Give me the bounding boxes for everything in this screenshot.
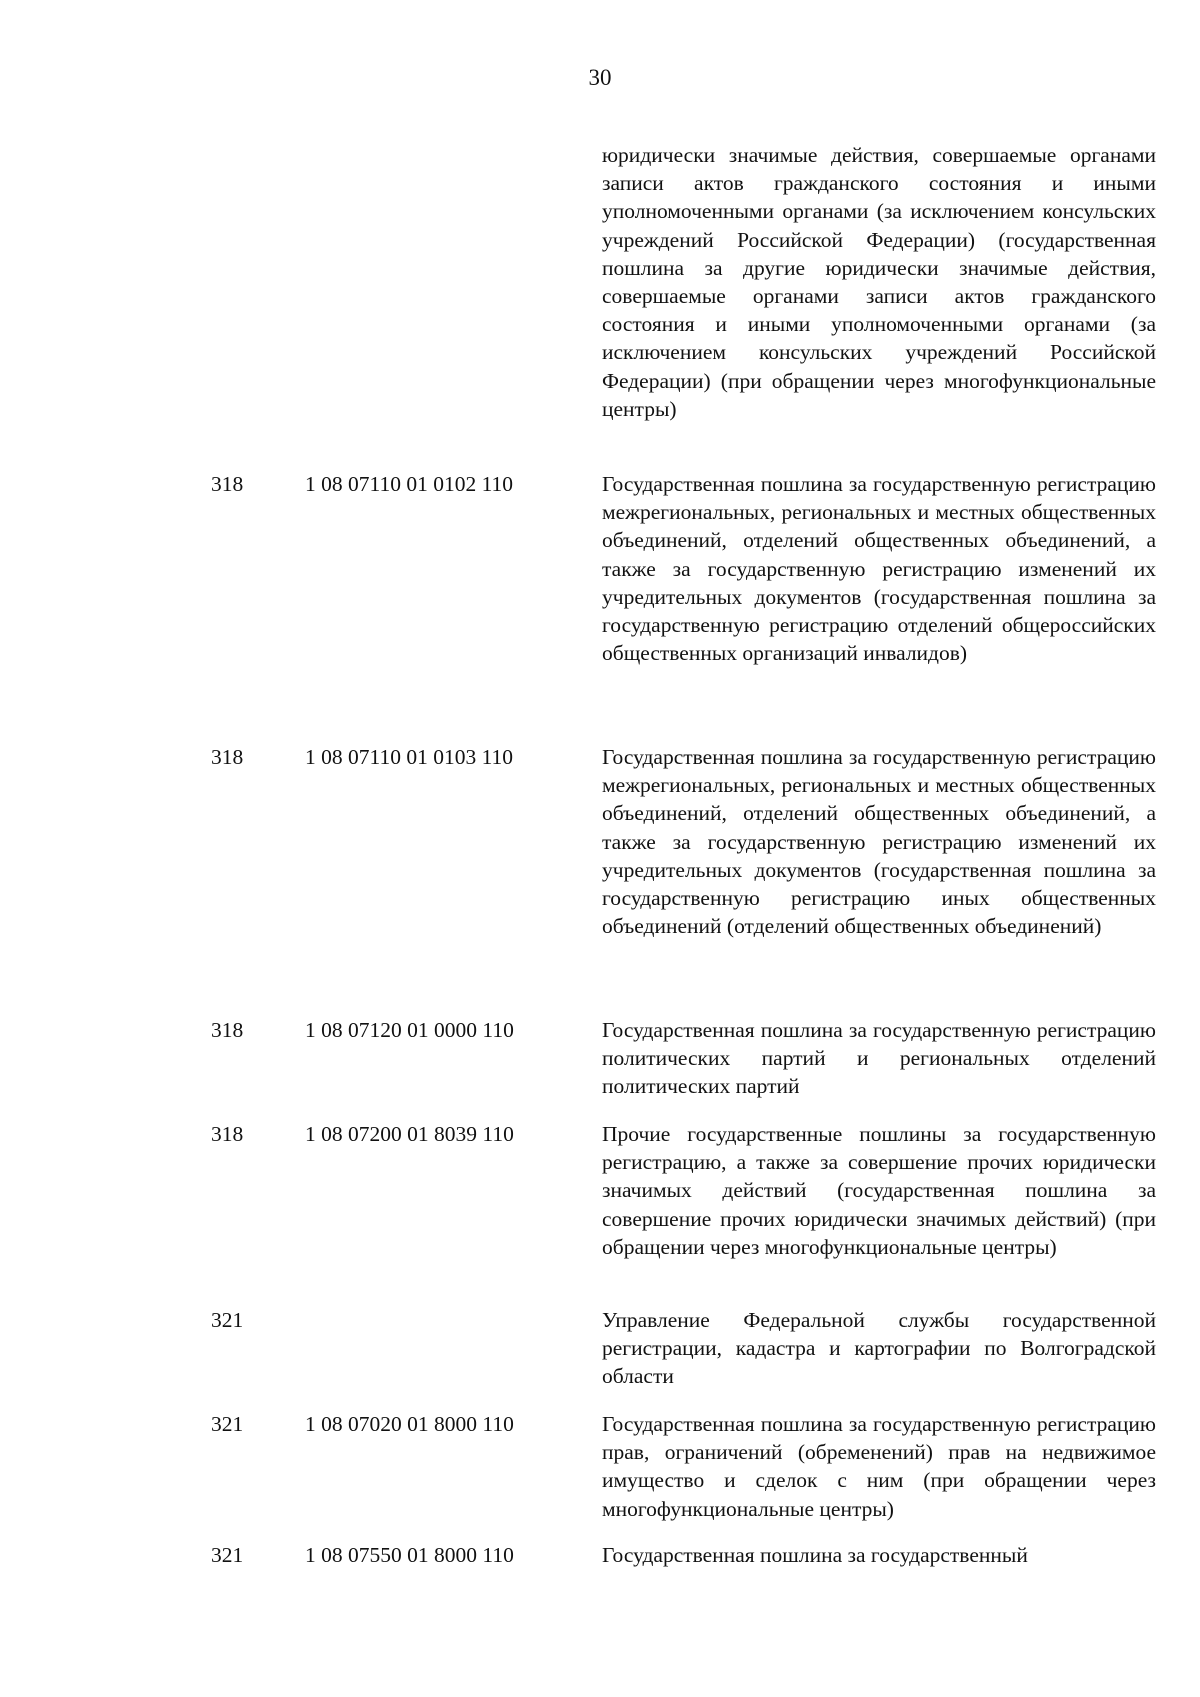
revenue-code: 1 08 07550 01 8000 110	[305, 1543, 514, 1567]
revenue-code: 1 08 07020 01 8000 110	[305, 1412, 514, 1436]
revenue-name: Государственная пошлина за государственный	[602, 1543, 1028, 1567]
admin-code: 321	[211, 1308, 244, 1332]
revenue-name: Государственная пошлина за государственную регистрацию межрегиональных, региональных и местных общественных объединений, отделений общественных объединений, а также за государственную регистрацию изменений их учредительных документов (государственная пошлина за государственную регистрацию отделений общероссийских общественных организаций инвалидов)	[602, 472, 1156, 666]
page-number: 30	[588, 65, 612, 90]
admin-code: 318	[211, 1018, 244, 1042]
admin-code: 318	[211, 472, 244, 496]
admin-code: 318	[211, 1122, 244, 1146]
revenue-code: 1 08 07200 01 8039 110	[305, 1122, 514, 1146]
revenue-code: 1 08 07110 01 0102 110	[305, 472, 514, 496]
revenue-code: 1 08 07120 01 0000 110	[305, 1018, 514, 1042]
admin-code: 318	[211, 745, 244, 769]
admin-code: 321	[211, 1543, 244, 1567]
continuation-text: юридически значимые действия, совершаемые органами записи актов гражданского состояния и иными уполномоченными органами (за исключением консульских учреждений Российской Федерации) (государственная пошлина за другие юридически значимые действия, совершаемые органами записи актов гражданского состояния и иными уполномоченными органами (за исключением консульских учреждений Российской Федерации) (при обращении через многофункциональные центры)	[602, 143, 1156, 421]
revenue-name: Государственная пошлина за государственную регистрацию политических партий и региональных отделений политических партий	[602, 1018, 1156, 1099]
revenue-name: Государственная пошлина за государственную регистрацию межрегиональных, региональных и местных общественных объединений, отделений общественных объединений, а также за государственную регистрацию изменений их учредительных документов (государственная пошлина за государственную регистрацию иных общественных объединений (отделений общественных объединений)	[602, 745, 1156, 939]
admin-code: 321	[211, 1412, 244, 1436]
revenue-name: Управление Федеральной службы государственной регистрации, кадастра и картографии по Волгоградской области	[602, 1308, 1156, 1389]
revenue-name: Прочие государственные пошлины за государственную регистрацию, а также за совершение прочих юридически значимых действий (государственная пошлина за совершение прочих юридически значимых действий) (при обращении через многофункциональные центры)	[602, 1122, 1156, 1259]
revenue-code: 1 08 07110 01 0103 110	[305, 745, 514, 769]
revenue-name: Государственная пошлина за государственную регистрацию прав, ограничений (обременений) прав на недвижимое имущество и сделок с ним (при обращении через многофункциональные центры)	[602, 1412, 1156, 1521]
